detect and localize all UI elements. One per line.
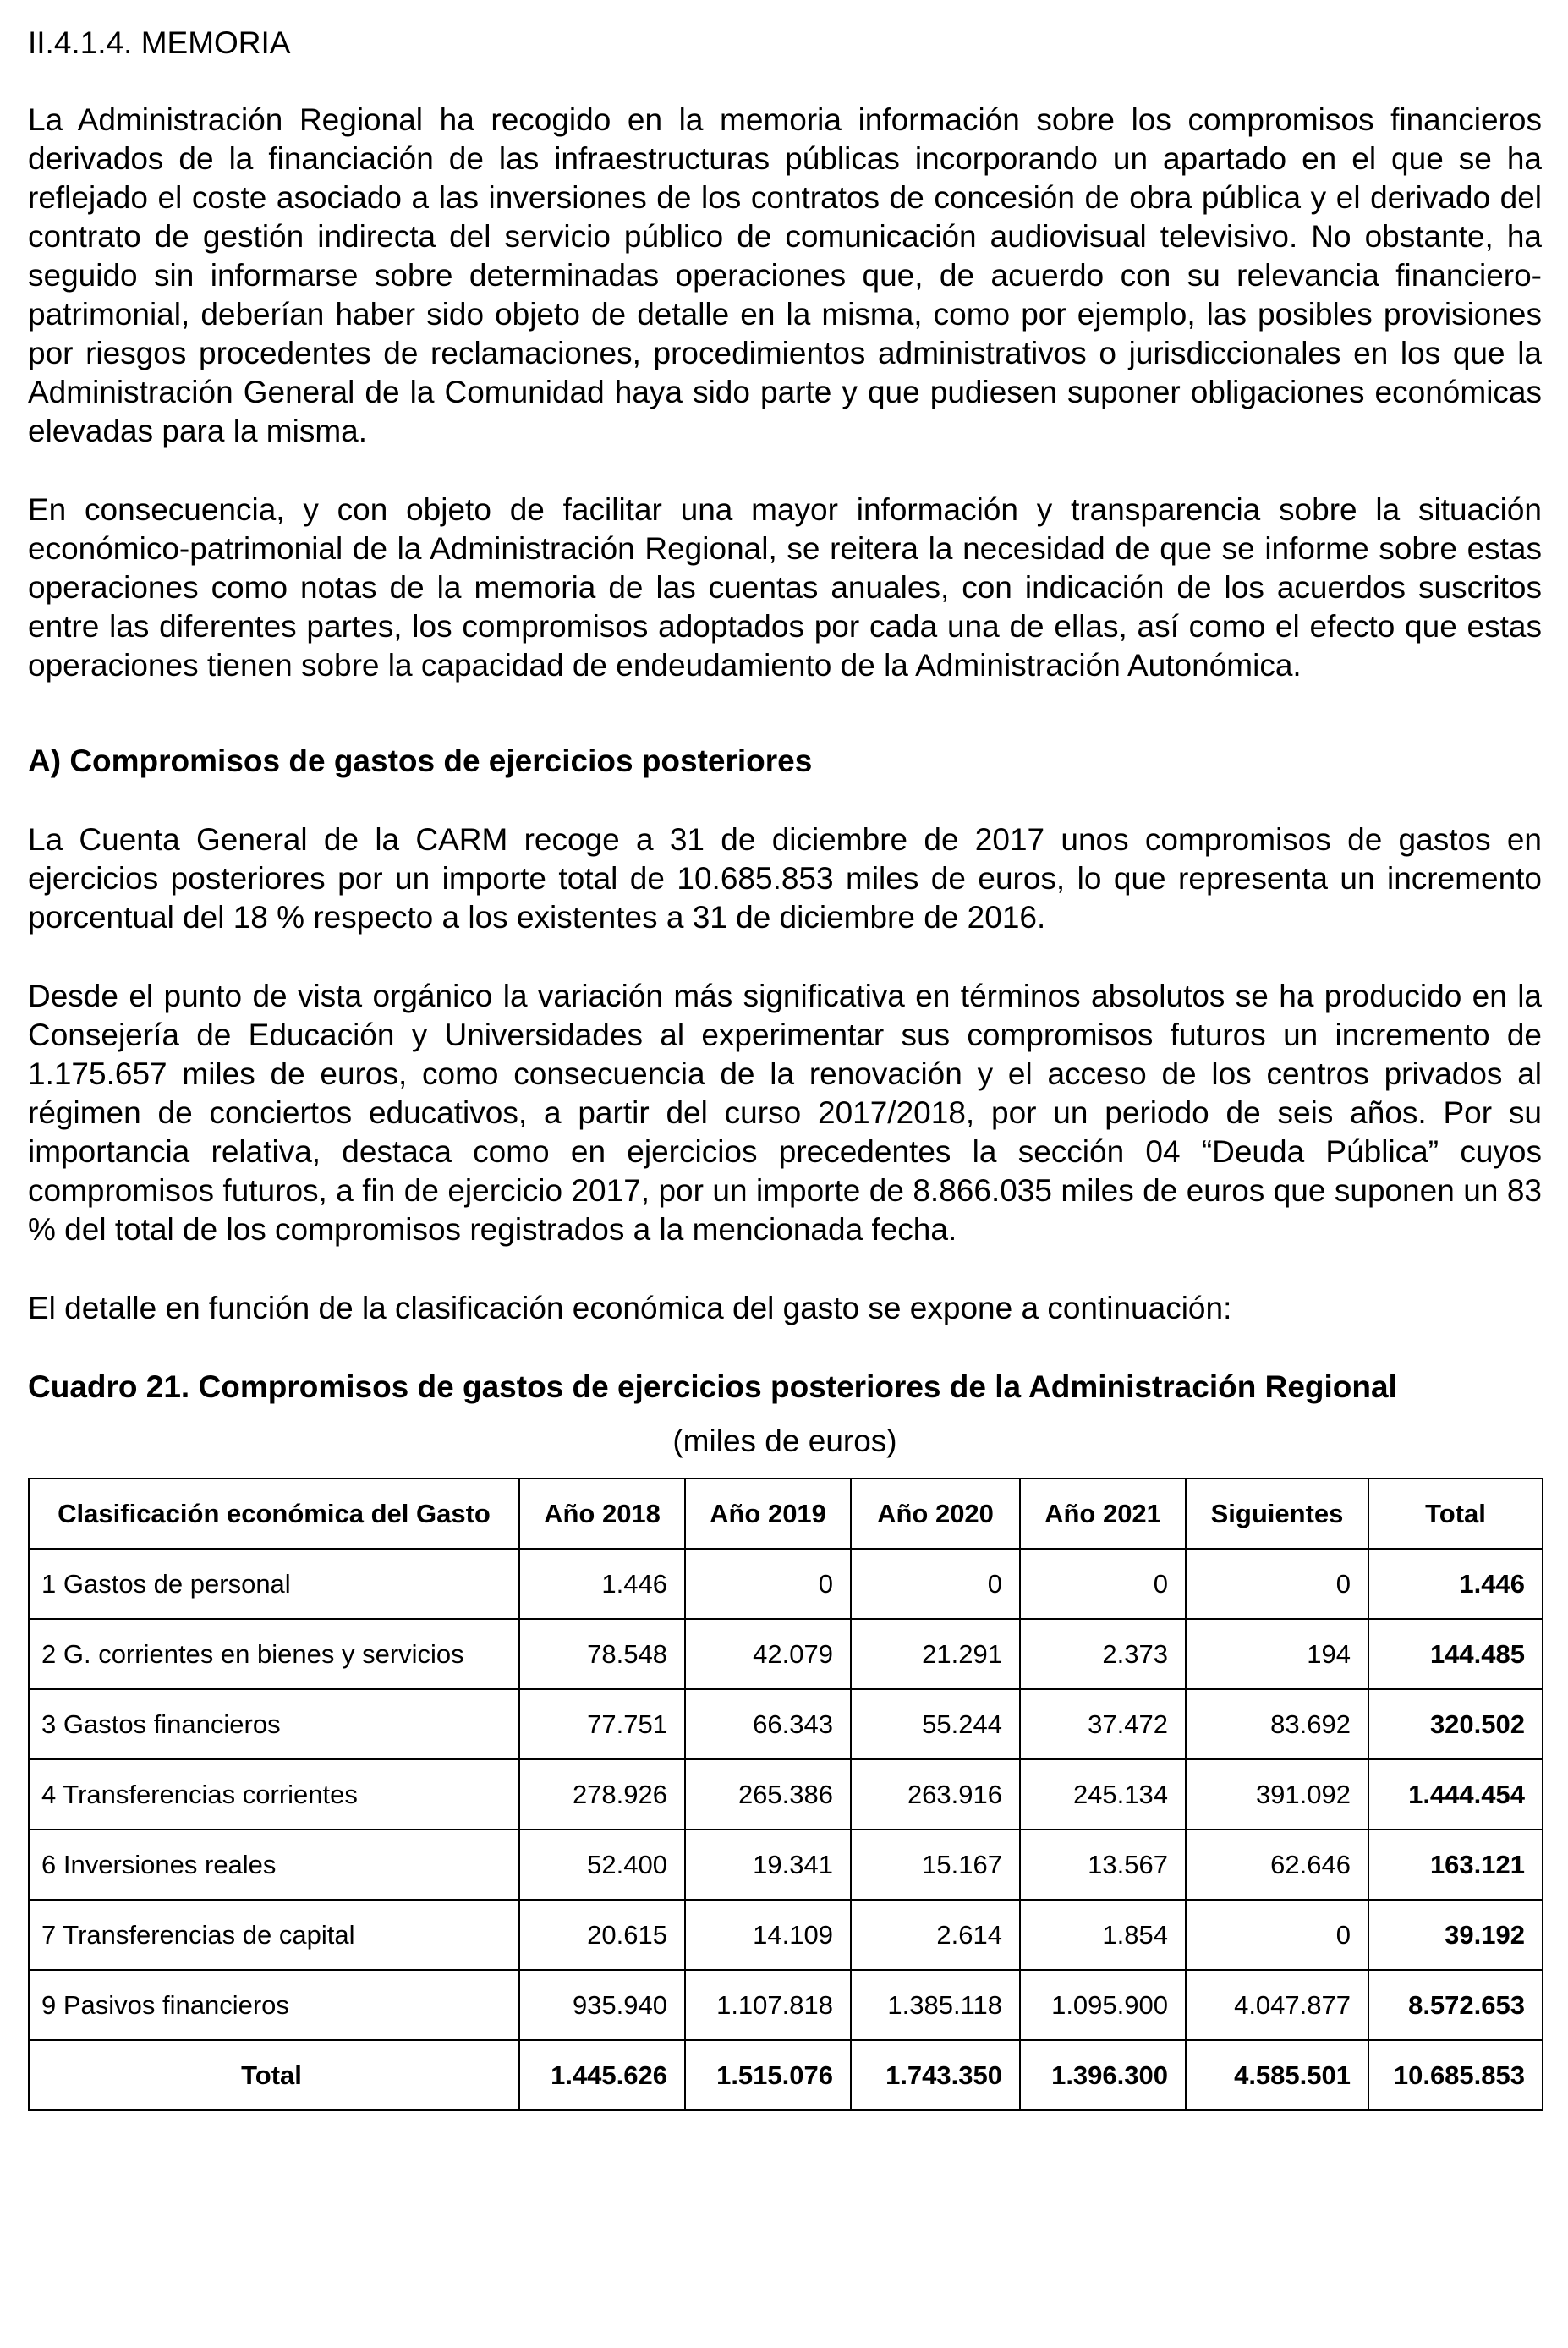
column-header-2020: Año 2020 bbox=[851, 1478, 1020, 1549]
cell-2020: 2.614 bbox=[851, 1900, 1020, 1970]
cell-2018: 1.446 bbox=[519, 1549, 685, 1619]
table-title: Cuadro 21. Compromisos de gastos de ejercicios posteriores de la Administración Regional bbox=[28, 1369, 1397, 1404]
section-a-paragraph-3: El detalle en función de la clasificación económica del gasto se expone a continuación: bbox=[28, 1291, 1232, 1325]
cell-2019: 0 bbox=[685, 1549, 851, 1619]
cell-following: 0 bbox=[1186, 1900, 1368, 1970]
cell-2021: 1.095.900 bbox=[1020, 1970, 1186, 2040]
cell-total: 163.121 bbox=[1368, 1830, 1543, 1900]
section-a-paragraph-1: La Cuenta General de la CARM recoge a 31 de diciembre de 2017 unos compromisos de gastos en ejercicios posteriores por un importe total de 10.685.853 miles de euros, lo que representa un incremento porcentual del 18 % respecto a los existentes a 31 de diciembre de 2016. bbox=[28, 822, 1542, 935]
section-code-heading: II.4.1.4. MEMORIA bbox=[28, 25, 291, 60]
cell-total: 8.572.653 bbox=[1368, 1970, 1543, 2040]
commitments-table bbox=[28, 1478, 1543, 2111]
total-row-label: Total bbox=[29, 2040, 519, 2110]
cell-following: 0 bbox=[1186, 1549, 1368, 1619]
cell-total: 320.502 bbox=[1368, 1689, 1543, 1759]
cell-2019: 265.386 bbox=[685, 1759, 851, 1830]
cell-following: 62.646 bbox=[1186, 1830, 1368, 1900]
cell-2021: 245.134 bbox=[1020, 1759, 1186, 1830]
cell-2018: 20.615 bbox=[519, 1900, 685, 1970]
document-page bbox=[28, 24, 1542, 2111]
cell-following: 194 bbox=[1186, 1619, 1368, 1689]
column-header-total: Total bbox=[1368, 1478, 1543, 1549]
cell-total: 39.192 bbox=[1368, 1900, 1543, 1970]
cell-following: 83.692 bbox=[1186, 1689, 1368, 1759]
cell-2021: 37.472 bbox=[1020, 1689, 1186, 1759]
column-header-classification: Clasificación económica del Gasto bbox=[29, 1478, 519, 1549]
row-label: 3 Gastos financieros bbox=[29, 1689, 519, 1759]
cell-2021: 13.567 bbox=[1020, 1830, 1186, 1900]
row-label: 1 Gastos de personal bbox=[29, 1549, 519, 1619]
section-a-title: A) Compromisos de gastos de ejercicios posteriores bbox=[28, 743, 813, 778]
column-header-2019: Año 2019 bbox=[685, 1478, 851, 1549]
cell-2020: 21.291 bbox=[851, 1619, 1020, 1689]
cell-total: 1.444.454 bbox=[1368, 1759, 1543, 1830]
row-label: 2 G. corrientes en bienes y servicios bbox=[29, 1619, 519, 1689]
table-units: (miles de euros) bbox=[672, 1424, 897, 1458]
table-header-row bbox=[29, 1478, 1543, 1549]
cell-2020: 1.385.118 bbox=[851, 1970, 1020, 2040]
column-header-2021: Año 2021 bbox=[1020, 1478, 1186, 1549]
cell-total: 1.446 bbox=[1368, 1549, 1543, 1619]
table-row bbox=[29, 1759, 1543, 1830]
table-row bbox=[29, 1830, 1543, 1900]
total-2021: 1.396.300 bbox=[1020, 2040, 1186, 2110]
table-total-row bbox=[29, 2040, 1543, 2110]
row-label: 4 Transferencias corrientes bbox=[29, 1759, 519, 1830]
total-2020: 1.743.350 bbox=[851, 2040, 1020, 2110]
cell-2019: 42.079 bbox=[685, 1619, 851, 1689]
table-row bbox=[29, 1900, 1543, 1970]
cell-2018: 278.926 bbox=[519, 1759, 685, 1830]
cell-2021: 2.373 bbox=[1020, 1619, 1186, 1689]
row-label: 7 Transferencias de capital bbox=[29, 1900, 519, 1970]
cell-2018: 77.751 bbox=[519, 1689, 685, 1759]
table-row bbox=[29, 1689, 1543, 1759]
cell-following: 391.092 bbox=[1186, 1759, 1368, 1830]
row-label: 9 Pasivos financieros bbox=[29, 1970, 519, 2040]
table-row bbox=[29, 1970, 1543, 2040]
cell-2020: 55.244 bbox=[851, 1689, 1020, 1759]
cell-2020: 263.916 bbox=[851, 1759, 1020, 1830]
column-header-following: Siguientes bbox=[1186, 1478, 1368, 1549]
cell-2018: 52.400 bbox=[519, 1830, 685, 1900]
cell-2019: 14.109 bbox=[685, 1900, 851, 1970]
intro-paragraph-1: La Administración Regional ha recogido en la memoria información sobre los compromisos financieros derivados de la financiación de las infraestructuras públicas incorporando un apartado en el que se ha reflejado el coste asociado a las inversiones de los contratos de concesión de obra pública y el derivado del contrato de gestión indirecta del servicio público de comunicación audiovisual televisivo. No obstante, ha seguido sin informarse sobre determinadas operaciones que, de acuerdo con su relevancia financiero-patrimonial, deberían haber sido objeto de detalle en la misma, como por ejemplo, las posibles provisiones por riesgos procedentes de reclamaciones, procedimientos administrativos o jurisdiccionales en los que la Administración General de la Comunidad haya sido parte y que pudiesen suponer obligaciones económicas elevadas para la misma. bbox=[28, 102, 1542, 448]
cell-2019: 66.343 bbox=[685, 1689, 851, 1759]
table-row bbox=[29, 1619, 1543, 1689]
row-label: 6 Inversiones reales bbox=[29, 1830, 519, 1900]
intro-paragraph-2: En consecuencia, y con objeto de facilitar una mayor información y transparencia sobre la situación económico-patrimonial de la Administración Regional, se reitera la necesidad de que se informe sobre estas operaciones como notas de la memoria de las cuentas anuales, con indicación de los acuerdos suscritos entre las diferentes partes, los compromisos adoptados por cada una de ellas, así como el efecto que estas operaciones tienen sobre la capacidad de endeudamiento de la Administración Autonómica. bbox=[28, 492, 1542, 683]
table-row bbox=[29, 1549, 1543, 1619]
cell-2021: 0 bbox=[1020, 1549, 1186, 1619]
total-grand: 10.685.853 bbox=[1368, 2040, 1543, 2110]
cell-2020: 0 bbox=[851, 1549, 1020, 1619]
cell-2020: 15.167 bbox=[851, 1830, 1020, 1900]
cell-2019: 19.341 bbox=[685, 1830, 851, 1900]
section-a-paragraph-2: Desde el punto de vista orgánico la variación más significativa en términos absolutos se ha producido en la Consejería de Educación y Universidades al experimentar sus compromisos futuros un incremento de 1.175.657 miles de euros, como consecuencia de la renovación y el acceso de los centros privados al régimen de conciertos educativos, a partir del curso 2017/2018, por un periodo de seis años. Por su importancia relativa, destaca como en ejercicios precedentes la sección 04 “Deuda Pública” cuyos compromisos futuros, a fin de ejercicio 2017, por un importe de 8.866.035 miles de euros que suponen un 83 % del total de los compromisos registrados a la mencionada fecha. bbox=[28, 979, 1542, 1247]
total-following: 4.585.501 bbox=[1186, 2040, 1368, 2110]
total-2019: 1.515.076 bbox=[685, 2040, 851, 2110]
cell-2021: 1.854 bbox=[1020, 1900, 1186, 1970]
cell-2018: 935.940 bbox=[519, 1970, 685, 2040]
column-header-2018: Año 2018 bbox=[519, 1478, 685, 1549]
total-2018: 1.445.626 bbox=[519, 2040, 685, 2110]
cell-total: 144.485 bbox=[1368, 1619, 1543, 1689]
cell-following: 4.047.877 bbox=[1186, 1970, 1368, 2040]
cell-2018: 78.548 bbox=[519, 1619, 685, 1689]
cell-2019: 1.107.818 bbox=[685, 1970, 851, 2040]
